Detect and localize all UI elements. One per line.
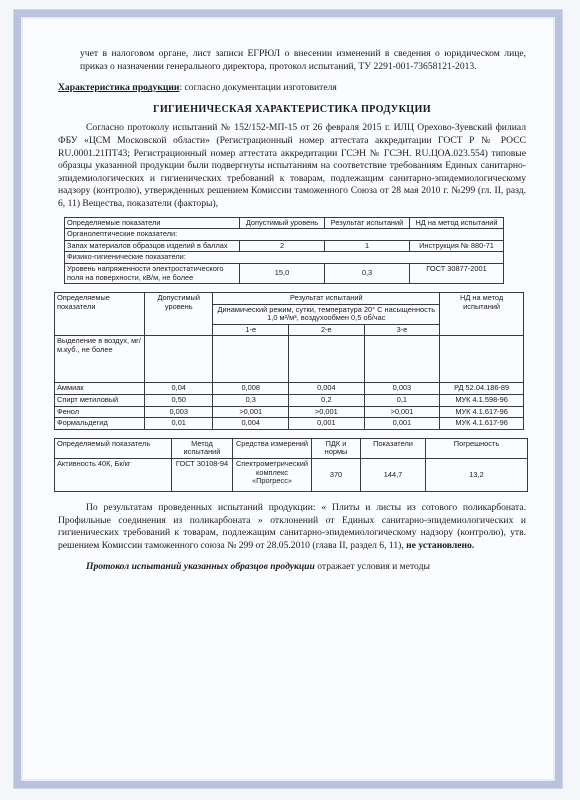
section-label: Физико-гигиенические показатели: — [65, 252, 504, 264]
table-cell: >0,001 — [213, 406, 289, 418]
table-header-cell: Погрешность — [426, 438, 528, 458]
table-cell: Инструкция № 880-71 — [410, 240, 504, 252]
table-cell: Спектрометрический комплекс «Прогресс» — [233, 459, 312, 492]
table-cell: 0,01 — [145, 418, 213, 430]
table-cell: 0,04 — [145, 383, 213, 395]
table-cell: 0,003 — [145, 406, 213, 418]
period-label: 2-е — [289, 324, 365, 336]
period-label: 3-е — [364, 324, 440, 336]
table-cell: 0,50 — [145, 395, 213, 407]
table-row — [65, 263, 504, 283]
intro-paragraph: учет в налоговом органе, лист записи ЕГРЮЛ о внесении изменений в сведения о юридическом лице, приказ о назначении генерального директора, протокол испытаний, ТУ 2291-001-73658121-2013. — [80, 48, 526, 72]
table-cell: 0,003 — [364, 383, 440, 395]
table-header-cell: Результат испытаний — [325, 217, 410, 229]
table-cell: Уровень напряженности электростатического поля на поверхности, кВ/м, не более — [65, 263, 240, 283]
table-cell: 144,7 — [361, 459, 426, 492]
organoleptic-table — [64, 217, 504, 285]
table-cell: 0,3 — [213, 395, 289, 407]
table-row — [65, 240, 504, 252]
table-section-row — [65, 229, 504, 241]
conclusion-emphasis: не установлено. — [406, 539, 475, 551]
table-cell: 0,004 — [289, 383, 365, 395]
table-cell: 0,001 — [289, 418, 365, 430]
table-cell: 0,1 — [364, 395, 440, 407]
protocol-paragraph: Согласно протоколу испытаний № 152/152-МП-15 от 26 февраля 2015 г. ИЛЦ Орехово-Зуевский филиал ФБУ «ЦСМ Московской области» (Регистрационный номер аттестата аккредитации ГОСТ Р № РОСС RU.0001.21ПТ43; Регистрационный номер аттестата аккредитации ГСЭН № ГСЭН. RU.ЦОА.023.554) типовые образцы указанной продукции были подвергнуты испытаниям на соответствие требованиям Единых санитарно-эпидемиологических и гигиенических требований к товарам, подлежащим санитарно-эпидемиологическому надзору (контролю), утвержденных решением Комиссии таможенного Союза от 28 мая 2010 г. №299 (гл. II, разд. 6, 11) Вещества, показатели (факторы), — [58, 122, 526, 209]
table-cell: Спирт метиловый — [55, 395, 145, 407]
table-header-row — [55, 293, 524, 305]
table-header-cell: Результат испытаний — [213, 293, 440, 305]
table-cell: 1 — [325, 240, 410, 252]
table-header-cell: Показатели — [361, 438, 426, 458]
radioactivity-table — [54, 438, 528, 492]
footer-paragraph — [58, 561, 526, 574]
table-cell: >0,001 — [364, 406, 440, 418]
table-header-cell: Определяемый показатель — [55, 438, 172, 458]
table-cell: 15,0 — [240, 263, 325, 283]
footer-label: Протокол испытаний указанных образцов продукции — [86, 561, 315, 573]
empty-cell — [440, 336, 524, 383]
document-page — [58, 48, 526, 574]
characteristic-value: : согласно документации изготовителя — [179, 82, 337, 94]
table-header-cell: Определяемые показатели — [55, 293, 145, 336]
table-header-cell: НД на метод испытаний — [410, 217, 504, 229]
test-condition: Динамический режим, сутки, температура 20° С насыщенность 1,0 м²/м³, воздухообмен 0,5 об/час — [213, 304, 440, 324]
period-label: 1-е — [213, 324, 289, 336]
section-label: Органолептические показатели: — [65, 229, 504, 241]
table-header-cell: НД на метод испытаний — [440, 293, 524, 336]
table-header-row — [55, 438, 528, 458]
product-characteristic — [58, 82, 526, 95]
table-cell: 0,008 — [213, 383, 289, 395]
table-cell: >0,001 — [289, 406, 365, 418]
section-title: ГИГИЕНИЧЕСКАЯ ХАРАКТЕРИСТИКА ПРОДУКЦИИ — [153, 103, 431, 115]
empty-cell — [145, 336, 213, 383]
table-header-cell: Определяемые показатели — [65, 217, 240, 229]
table-cell: 13,2 — [426, 459, 528, 492]
group-label: Выделение в воздух, мг/м.куб., не более — [55, 336, 145, 383]
table-cell: ГОСТ 30108-94 — [172, 459, 233, 492]
table-header-row — [65, 217, 504, 229]
table-section-row — [65, 252, 504, 264]
emissions-table — [54, 292, 524, 430]
table-row — [55, 418, 524, 430]
table-cell: Формальдегид — [55, 418, 145, 430]
table-row — [55, 459, 528, 492]
conclusion-text: По результатам проведенных испытаний продукции: « Плиты и листы из сотового поликарбоната. Профильные соединения из поликарбоната » отклонений от Единых санитарно-эпидемиологических и гигиенических требований к товарам, подлежащим санитарно-эпидемиологическому надзору (контролю), утв. решением Комиссии таможенного союза № 299 от 28.05.2010 (глава II, раздел 6, 11), — [58, 502, 526, 551]
table-row — [55, 383, 524, 395]
table-cell: РД 52.04.186-89 — [440, 383, 524, 395]
table-cell: 0,2 — [289, 395, 365, 407]
table-cell: 0,001 — [364, 418, 440, 430]
table-row — [55, 395, 524, 407]
table-cell: МУК 4.1.617-96 — [440, 406, 524, 418]
table-header-cell: Средства измерений — [233, 438, 312, 458]
table-cell: 2 — [240, 240, 325, 252]
table-cell: Аммиак — [55, 383, 145, 395]
table-row — [55, 406, 524, 418]
table-header-cell: ПДК и нормы — [312, 438, 361, 458]
table-group-row — [55, 336, 524, 383]
table-cell: 0,004 — [213, 418, 289, 430]
table-cell: ГОСТ 30877-2001 — [410, 263, 504, 283]
table-cell: 370 — [312, 459, 361, 492]
table-header-cell: Метод испытаний — [172, 438, 233, 458]
footer-rest: отражает условия и методы — [314, 561, 430, 573]
empty-cell — [364, 336, 440, 383]
table-cell: Запах материалов образцов изделий в баллах — [65, 240, 240, 252]
empty-cell — [289, 336, 365, 383]
empty-cell — [213, 336, 289, 383]
table-cell: МУК 4.1.598-96 — [440, 395, 524, 407]
table-cell: 0,3 — [325, 263, 410, 283]
table-header-cell: Допустимый уровень — [240, 217, 325, 229]
table-cell: Активность 40К, Бк/кг — [55, 459, 172, 492]
characteristic-label: Характеристика продукции — [58, 82, 180, 94]
table-cell: МУК 4.1.617-96 — [440, 418, 524, 430]
conclusion-paragraph — [58, 502, 526, 552]
table-header-cell: Допустимый уровень — [145, 293, 213, 336]
table-cell: Фенол — [55, 406, 145, 418]
